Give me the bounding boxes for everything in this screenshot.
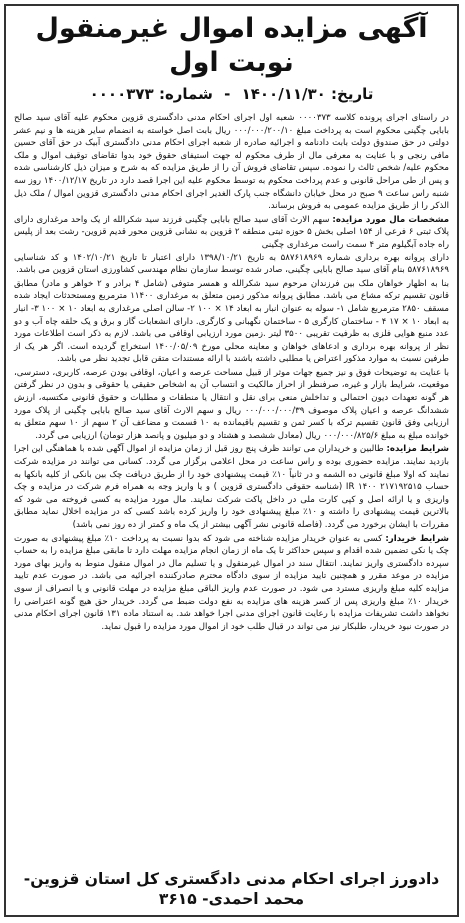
auction-conditions-text: طالبین و خریداران می توانند ظرف پنج روز قبل از زمان مزایده از اموال آگهی شده با هماهنگی این اجرا بازدید نمایند. مزایده حضوری بوده و راس ساعت در محل اعلامی برگزار می گردد. کسانی می توانند در مزایده شرکت نمایند که اولا مبلغ قانونی ده الشمه و در ثانیاً ۱۰٪ قیمت پیشنهادی خود را از طریق دریافت چک بین بانکی از کلیه بانکها به حساب ۲۱۷۱۹۲۵۱۵ IR ۱۴۰۰ (شناسه حقوقی دادگستری قزوین ) و یا واریز وجه به همراه فرم شرکت در مزایده و چک واریزی و یا ارائه اصل و کپی کارت ملی در داخل پاکت شرکت نمایند. مال مورد مزایده به کسی فروخته می شود که بالاترین قیمت پیشنهادی را داشته و ۱۰٪ مبلغ پیشنهادی خود را واریز کرده باشد کسی که در مزایده اخلال نماید مطابق مقررات با ایشان برخورد می گردد. (فاصله قانونی نشر آگهی بیشتر از یک ماه و کمتر از ده روز نمی باشد) (14, 444, 450, 530)
buyer-conditions-label: شرایط خریدار: (385, 533, 449, 544)
notice-date: تاریخ: ۱۴۰۰/۱۱/۳۰ (241, 85, 374, 103)
buyer-conditions-text: کسی به عنوان خریدار مزایده شناخته می شود که بدوا نسبت به پرداخت ۱۰٪ مبلغ پیشنهادی به صورت چک یا نکی تضمین شده اقدام و سپس حداکثر تا یک ماه از زمان انجام مزایده مهلت دارد تا مابقی مبلغ مزایده را به حساب سپرده دادگستری واریز نمایند. انتقال سند در اموال غیرمنقول و یا تسلیم مال در اموال منقول منوط به واریز بهای مورد مزایده در موعد مقرر و همچنین تایید مزایده از سوی دادگاه محترم صادرکننده اجرائیه می باشد. در صورت عدم تایید مزایده کلیه مبلغ واریزی مسترد می شود. در صورت عدم واریز الباقی مبلغ مزایده در مهلت قانونی و یا انصراف از سوی خریدار ۱۰٪ مبلغ واریزی پس از کسر هزینه های مزایده به نفع دولت ضبط می گردد. خریدار حق هیچ گونه اعتراضی را نخواهد داشت تشریفات مزایده با رعایت قانون اجرای مدنی اجرا خواهد شد. به استناد ماده ۱۳۱ قانون اجرای احکام مدنی در صورت نبود خریدار، طلبکار نیز می تواند در قبال طلب خود از اموال مورد مزایده را قبول نماید. (14, 533, 449, 632)
notice-meta (6, 82, 457, 106)
paragraph-auction-conditions (14, 443, 449, 531)
notice-body (6, 112, 457, 633)
paragraph-specs (14, 214, 449, 252)
notice-title: آگهی مزایده اموال غیرمنقول نوبت اول (35, 13, 428, 78)
paragraph-buyer-conditions (14, 533, 449, 634)
notice-frame (4, 4, 459, 917)
paragraph-intro: در راستای اجرای پرونده کلاسه ۰۰۰۰۳۷۳ شعبه اول اجرای احکام مدنی دادگستری قزوین محکوم علیه آقای سید صالح بابایی چگینی محکوم است به پرداخت مبلغ ۰۰۰/۰۰۰/۲۰۰/۱۰ ریال بابت اصل خواسته به انضمام سایر هزینه ها و نیم عشر دولتی در حق صندوق دولت بابت دادنامه و اجرائیه صادره از شعبه اجرای احکام مدنی دادگستری آبیک در حق آقای حسین مافی رنجی و با عنایت به معرفی مال از طرف محکوم له جهت استیفای حقوق خود بدوا تقاضای توقیف اموال و ملک محکوم علیه/ شخص ثالث را نموده. سپس تقاضای فروش آن را از طریق مزایده که به شرح و میزان ذیل کارشناسی شده و پس از طی مراحل قانونی و عدم پرداخت محکوم به توسط محکوم علیه این اجرا قصد دارد در تاریخ ۱۴۰۰/۱۲/۱۷ روز سه شنبه راس ساعت ۹ صبح در محل خیابان دانشگاه جنب پارک الغدیر اجرای احکام مدنی دادگستری قزوین اموال / ملک ذیل الذکر را از طریق مزایده عمومی به فروش برساند. (14, 113, 450, 212)
paragraph-valuation: با عنایت به توضیحات فوق و نیز جمیع جهات موثر از قبیل مساحت عرصه و اعیان، اوقافی بودن عرصه، کاربری، دسترسی، موقعیت، شرایط بازار و غیره، صرفنظر از احراز مالکیت و انتساب آن به اشخاص حقیقی یا حقوقی و بدون در نظر گرفتن هر گونه تعهدات دیون احتمالی و تداخلش منعی برای نقل و انتقال یا منطقات و مطلبات و حقوق قانونی مکتسبه، ارزش ششدانگ عرصه و اعیان پلاک موصوف ۰۰۰/۰۰۰/۰۰۰/۳۹ ریال و سهم الارث آقای سید صالح بابایی چگینی از پلاک مورد ارزیابی وفق قانون تقسیم ترکه با کسر ثمن و تقسیم باقیمانده به ۱۰ قسمت و مضاعف آن ۲ سهم از ۱۰ سهم متعلق به خوانده مبلغ به مبلغ ۰۰۰/۰۰۰/۸۲۵/۶ ریال (معادل ششصد و هشتاد و دو میلیون و پانصد هزار تومان) ارزیابی می گردد. (14, 367, 450, 441)
specs-label: مشخصات مال مورد مزایده: (332, 214, 450, 225)
notice-number: شماره: ۰۰۰۰۳۷۳ (89, 85, 213, 103)
notice-signature: دادورز اجرای احکام مدنی دادگستری کل استان قزوین- محمد احمدی- ۳۶۱۵ (23, 870, 440, 908)
meta-separator: - (224, 85, 231, 103)
specs-text: سهم الارث آقای سید صالح بابایی چگینی فرزند سید شکرالله از یک واحد مرغداری دارای پلاک ثبتی ۶ فرعی از ۱۵۴ اصلی بخش ۵ حوزه ثبتی منطقه ۲ قزوین به نشانی قزوین محور قدیم قزوین- رشت بعد از پلیس راه جاده آبگیلوم متر ۴ سمت راست مرغداری چگینی (14, 214, 450, 250)
paragraph-heirs: بنا به اظهار خواهان ملک بین فرزندان مرحوم سید شکرالله و همسر متوفی (شامل ۴ برادر و ۲ خواهر و مادر) مطابق قانون تقسیم ترکه مشاع می باشد. مطابق پروانه مذکور زمین متعلق به مرغداری ۱۱۴۰۰ مترمربع ومستحدثات ایجاد شده مسقف ۲۸۵۰ مترمربع شامل ۱- سوله به عنوان انبار به ابعاد ۱۴ × ۱۰۰ ۲- سالن اصلی مرغداری به ابعاد ۱۰ × ۱۰۰ ۳- انبار به ابعاد ۱۰ × ۱۷ ۴ - ساختمان کارگری ۵ - ساختمان نگهبانی و کارگری. دارای انشعابات گاز و برق و یک حلقه چاه آب و دو عدد منبع هوایی فلزی به ظرفیت تقریبی ۳۵۰۰ لیتر .زمین مورد ارزیابی اوقافی می باشد. لازم به ذکر است اطلاعات مورد نظر از پروانه بهره برداری و ادعاهای خواهان و معاینه محلی مورخ ۱۴۰۰/۰۵/۰۹ استخراج گردیده است. اگر هر یک از طرفین نسبت به موارد مذکور اعتراض یا مطلبی داشته باشند با ارائه مستندات متقن قابل تجدید نظر می باشد. (14, 278, 450, 365)
paragraph-permit: دارای پروانه بهره برداری شماره ۵۸۷۶۱۸۹۶۹ به تاریخ ۱۳۹۸/۱۰/۲۱ دارای اعتبار تا تاریخ ۱۴۰۲/۱۰/۲۱ و کد شناسایی ۵۸۷۶۱۸۹۶۹ بنام آقای سید صالح بابایی چگینی، صادر شده توسط سازمان نظام مهندسی کشاورزی استان قزوین می باشد. (14, 252, 450, 276)
auction-conditions-label: شرایط مزایده: (386, 444, 449, 455)
